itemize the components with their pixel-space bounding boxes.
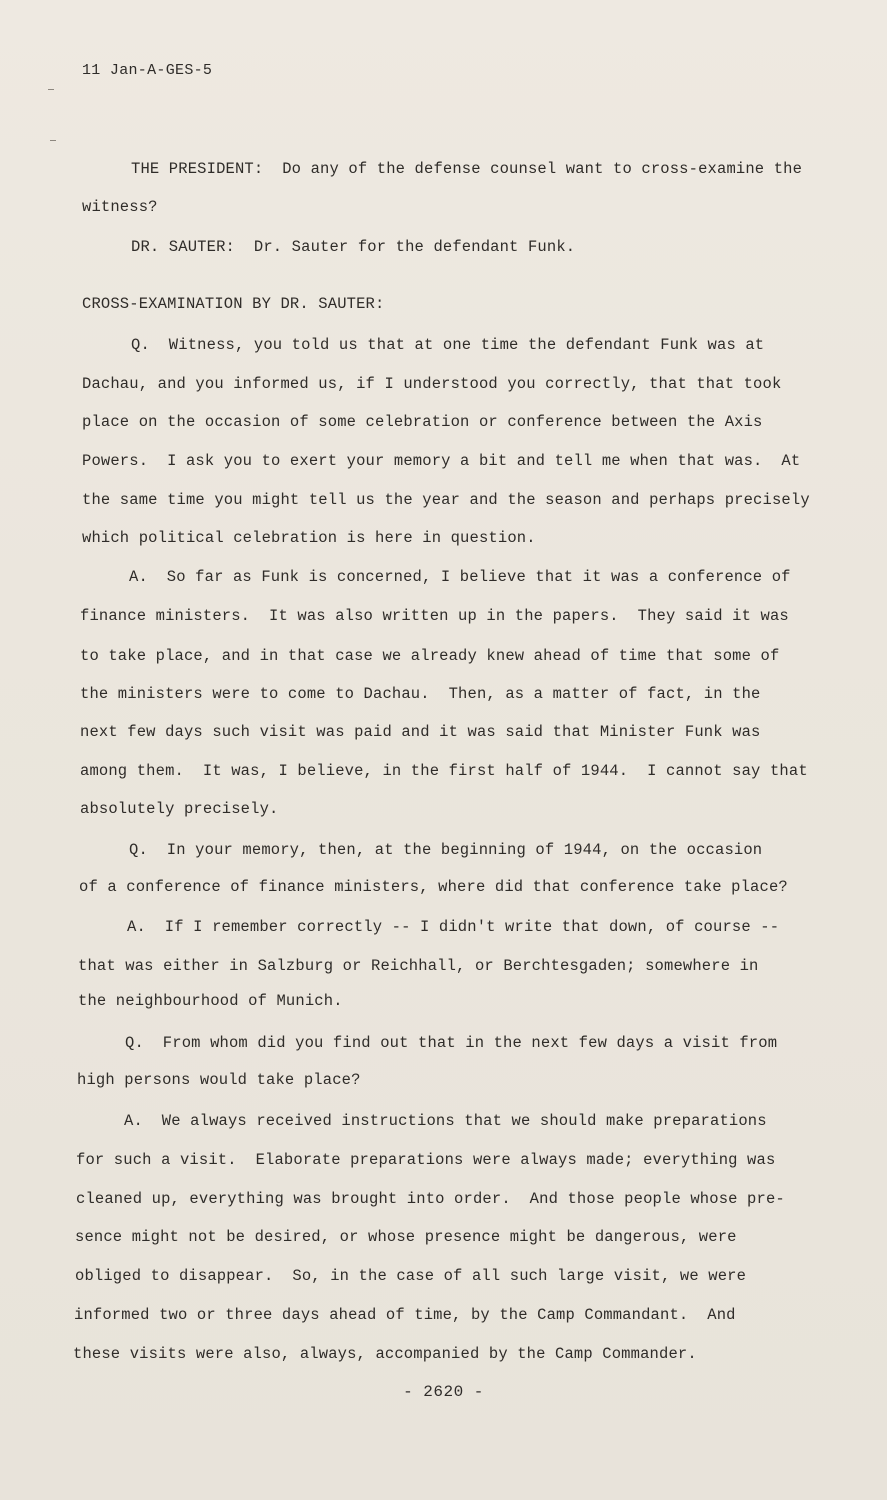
text-line: the ministers were to come to Dachau. Then, as a matter of fact, in the [80, 685, 761, 703]
text-line: place on the occasion of some celebration or conference between the Axis [82, 413, 763, 431]
text-line: Dachau, and you informed us, if I understood you correctly, that that took [82, 375, 782, 393]
text-line: these visits were also, always, accompanied by the Camp Commander. [73, 1345, 697, 1363]
text-line: sence might not be desired, or whose presence might be dangerous, were [75, 1228, 737, 1246]
text-line: Q. Witness, you told us that at one time the defendant Funk was at [131, 336, 765, 354]
text-line: Q. In your memory, then, at the beginning of 1944, on the occasion [129, 841, 763, 859]
text-line: absolutely precisely. [80, 800, 279, 818]
section-heading: CROSS-EXAMINATION BY DR. SAUTER: [82, 295, 385, 313]
page-number: - 2620 - [403, 1383, 484, 1401]
text-line: among them. It was, I believe, in the first half of 1944. I cannot say that [80, 762, 808, 780]
text-line: DR. SAUTER: Dr. Sauter for the defendant Funk. [131, 238, 576, 256]
margin-mark [48, 89, 54, 90]
text-line: finance ministers. It was also written up in the papers. They said it was [80, 607, 789, 625]
margin-mark [50, 140, 56, 141]
text-line: that was either in Salzburg or Reichhall, or Berchtesgaden; somewhere in [78, 957, 759, 975]
text-line: A. If I remember correctly -- I didn't write that down, of course -- [127, 918, 780, 936]
text-line: for such a visit. Elaborate preparations were always made; everything was [76, 1151, 776, 1169]
text-line: the neighbourhood of Munich. [78, 992, 343, 1010]
text-line: of a conference of finance ministers, where did that conference take place? [79, 878, 788, 896]
text-line: informed two or three days ahead of time, by the Camp Commandant. And [74, 1306, 736, 1324]
text-line: witness? [82, 198, 158, 216]
text-line: the same time you might tell us the year and the season and perhaps precisely [82, 491, 810, 509]
text-line: which political celebration is here in question. [82, 529, 536, 547]
text-line: cleaned up, everything was brought into order. And those people whose pre- [76, 1190, 785, 1208]
text-line: Q. From whom did you find out that in the next few days a visit from [125, 1034, 778, 1052]
document-header: 11 Jan-A-GES-5 [82, 62, 213, 79]
text-line: THE PRESIDENT: Do any of the defense counsel want to cross-examine the [131, 160, 803, 178]
text-line: A. We always received instructions that we should make preparations [124, 1112, 767, 1130]
text-line: next few days such visit was paid and it was said that Minister Funk was [80, 723, 761, 741]
text-line: to take place, and in that case we already knew ahead of time that some of [80, 647, 780, 665]
text-line: high persons would take place? [77, 1071, 361, 1089]
text-line: obliged to disappear. So, in the case of all such large visit, we were [75, 1267, 747, 1285]
text-line: A. So far as Funk is concerned, I believe that it was a conference of [129, 568, 791, 586]
text-line: Powers. I ask you to exert your memory a bit and tell me when that was. At [82, 452, 801, 470]
